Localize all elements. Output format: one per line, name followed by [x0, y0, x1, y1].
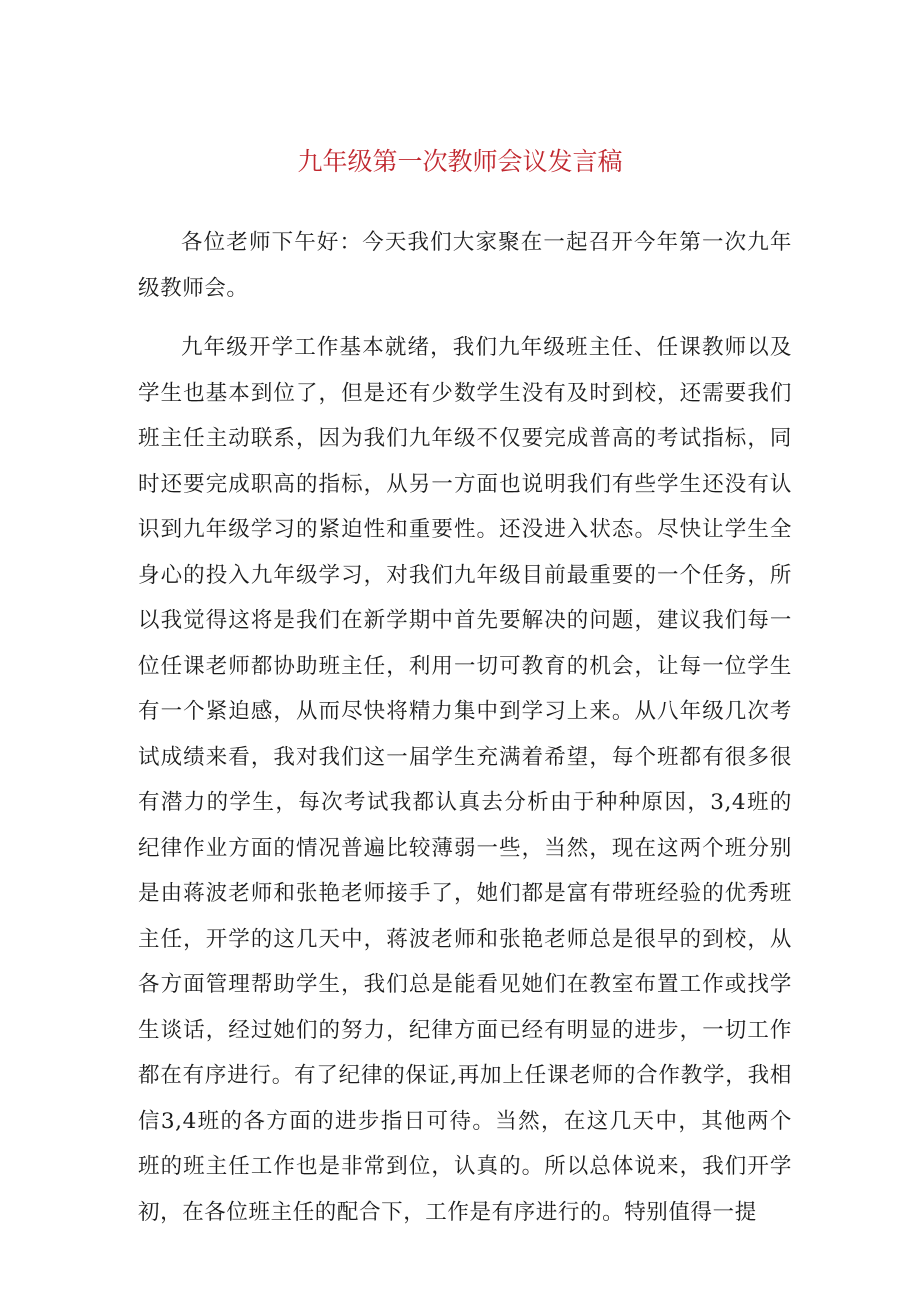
paragraph-main: 九年级开学工作基本就绪，我们九年级班主任、任课教师以及学生也基本到位了，但是还有少数学生没有及时到校，还需要我们班主任主动联系，因为我们九年级不仅要完成普高的考试指标，同时还要完成职高的指标，从另一方面也说明我们有些学生还没有认识到九年级学习的紧迫性和重要性。还没进入状态。尽快让学生全身心的投入九年级学习，对我们九年级目前最重要的一个任务，所以我觉得这将是我们在新学期中首先要解决的问题，建议我们每一位任课老师都协助班主任，利用一切可教育的机会，让每一位学生有一个紧迫感，从而尽快将精力集中到学习上来。从八年级几次考试成绩来看，我对我们这一届学生充满着希望，每个班都有很多很有潜力的学生，每次考试我都认真去分析由于种种原因，3,4班的纪律作业方面的情况普遍比较薄弱一些，当然，现在这两个班分别是由蒋波老师和张艳老师接手了，她们都是富有带班经验的优秀班主任，开学的这几天中，蒋波老师和张艳老师总是很早的到校，从各方面管理帮助学生，我们总是能看见她们在教室布置工作或找学生谈话，经过她们的努力，纪律方面已经有明显的进步，一切工作都在有序进行。有了纪律的保证,再加上任课老师的合作教学，我相信3,4班的各方面的进步指日可待。当然，在这几天中，其他两个班的班主任工作也是非常到位，认真的。所以总体说来，我们开学初，在各位班主任的配合下，工作是有序进行的。特别值得一提 — [138, 335, 792, 1225]
document-body — [138, 220, 792, 1249]
paragraph-greeting: 各位老师下午好：今天我们大家聚在一起召开今年第一次九年级教师会。 — [138, 230, 792, 301]
document-title: 九年级第一次教师会议发言稿 — [297, 147, 623, 176]
